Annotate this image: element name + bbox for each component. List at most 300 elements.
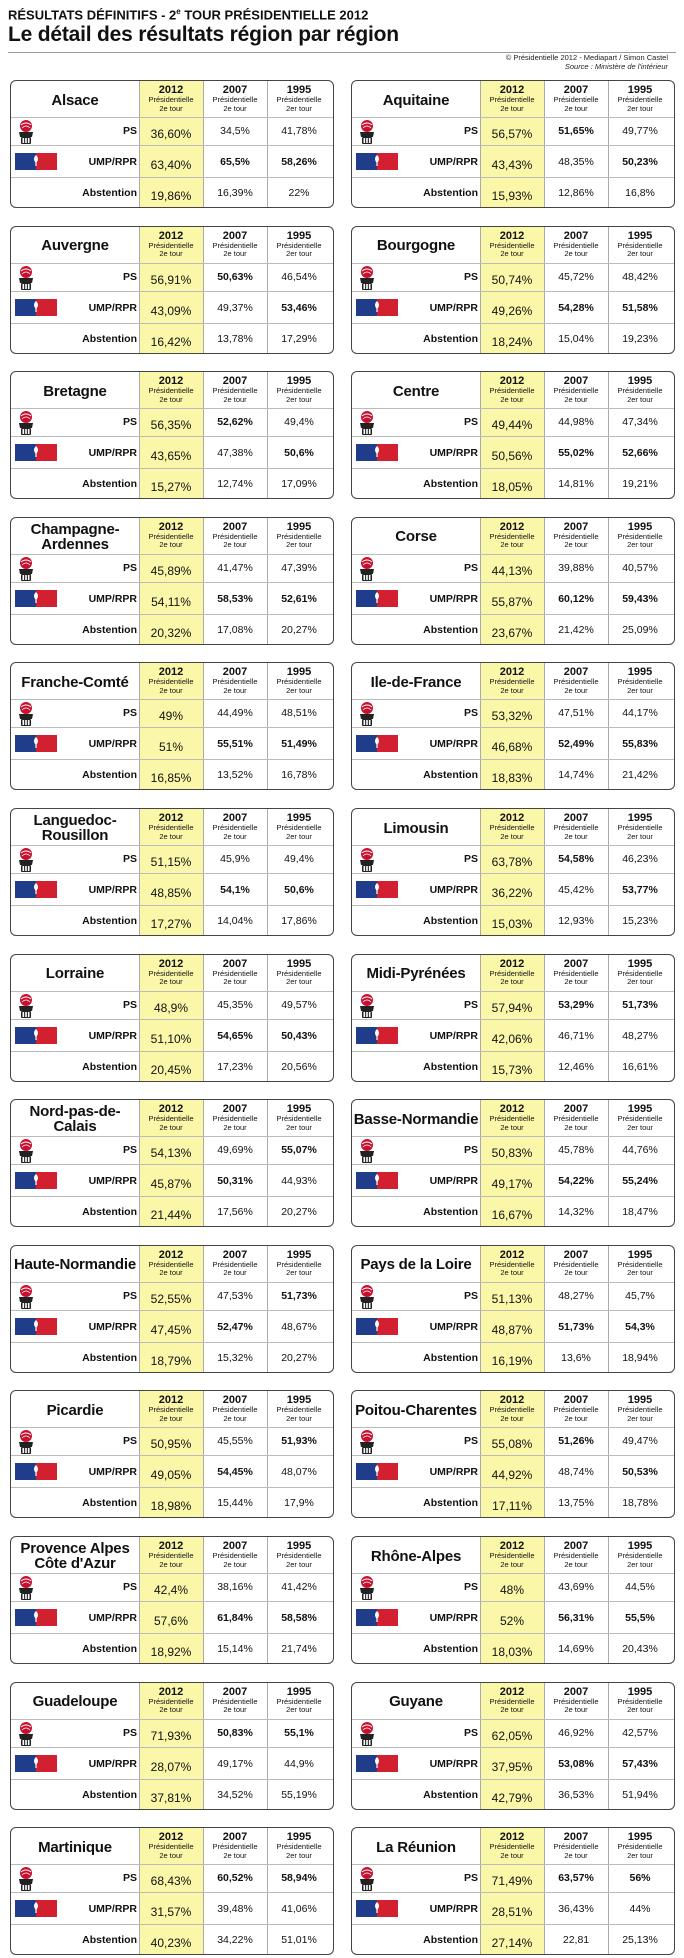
column-subtitle: Présidentielle: [148, 823, 194, 832]
value-ps-2012: 48,9%: [153, 1000, 189, 1015]
row-divider: [11, 117, 333, 118]
column-subtitle: Présidentielle: [212, 1551, 258, 1560]
ump-logo-icon: [15, 299, 57, 316]
value-abstention-2007: 14,69%: [558, 1643, 594, 1655]
column-subtitle: Présidentielle: [148, 968, 194, 978]
value-abstention-2012: 15,27%: [150, 480, 192, 495]
column-subtitle: Présidentielle: [489, 1551, 535, 1560]
row-label-ps: PS: [463, 1144, 478, 1157]
row-label-abstention: Abstention: [423, 1351, 478, 1364]
column-round: 2er tour: [286, 685, 312, 695]
column-year: 1995: [286, 812, 312, 824]
value-abstention-1995: 16,8%: [625, 187, 655, 199]
row-label-ps: PS: [122, 125, 137, 137]
region-name: Midi-Pyrénées: [366, 965, 466, 983]
column-round: 2e tour: [159, 1122, 183, 1132]
row-divider: [352, 1427, 674, 1428]
column-subtitle: Présidentielle: [553, 1114, 599, 1124]
column-year: 2012: [499, 520, 525, 533]
ump-logo-icon: [15, 735, 57, 752]
column-round: 2e tour: [159, 249, 183, 259]
value-ump-2012: 47,45%: [150, 1322, 192, 1337]
column-subtitle: Présidentielle: [489, 386, 535, 396]
value-ump-2007: 36,43%: [558, 1903, 594, 1916]
row-label-ump: UMP/RPR: [429, 592, 478, 605]
ump-logo-icon: [15, 1609, 57, 1626]
value-ps-1995: 46,54%: [281, 270, 317, 283]
value-abstention-2007: 21,42%: [558, 623, 594, 636]
value-ump-1995: 53,46%: [281, 301, 317, 314]
value-ps-1995: 45,7%: [625, 1289, 655, 1302]
value-abstention-1995: 17,86%: [281, 915, 317, 927]
column-round: 2e tour: [564, 1268, 588, 1278]
row-label-ump: UMP/RPR: [88, 447, 137, 460]
region-table: [352, 955, 674, 1081]
region-table: [11, 81, 333, 207]
value-ps-1995: 44,76%: [622, 1144, 658, 1157]
column-round: 2e tour: [159, 1413, 183, 1423]
column-subtitle: Présidentielle: [276, 677, 322, 687]
kicker: RÉSULTATS DÉFINITIFS - 2e TOUR PRÉSIDENTIELLE 2012: [8, 7, 369, 23]
value-abstention-1995: 16,78%: [281, 769, 317, 782]
column-year: 2012: [499, 666, 525, 679]
column-year: 2007: [222, 375, 248, 388]
row-divider: [11, 1633, 333, 1634]
column-year: 2007: [563, 229, 589, 242]
row-divider: [352, 1342, 674, 1343]
region-card: [10, 1827, 334, 1955]
row-label-abstention: Abstention: [82, 915, 137, 927]
value-abstention-2012: 15,73%: [491, 1062, 533, 1077]
value-ump-2012: 42,06%: [491, 1031, 533, 1046]
row-label-abstention: Abstention: [423, 1788, 478, 1801]
row-divider: [352, 117, 674, 118]
column-round: 2e tour: [564, 831, 588, 841]
region-card: [10, 1099, 334, 1227]
value-ump-2007: 48,35%: [558, 156, 594, 168]
value-ump-2007: 46,71%: [558, 1029, 594, 1042]
value-abstention-2012: 15,03%: [491, 917, 533, 931]
value-ump-2007: 49,37%: [217, 301, 253, 314]
column-round: 2e tour: [223, 977, 247, 987]
row-label-ps: PS: [463, 1289, 478, 1302]
column-round: 2e tour: [564, 1413, 588, 1423]
region-table: [11, 1828, 333, 1954]
region-table: [352, 1828, 674, 1954]
column-round: 2er tour: [627, 685, 653, 695]
region-table: [352, 81, 674, 207]
value-abstention-2012: 16,67%: [491, 1208, 533, 1223]
value-ump-2007: 60,12%: [558, 592, 594, 605]
column-round: 2er tour: [286, 394, 312, 404]
value-ump-2007: 52,49%: [558, 738, 594, 751]
row-label-abstention: Abstention: [82, 623, 137, 636]
region-card: [10, 517, 334, 645]
row-divider: [352, 759, 674, 760]
value-abstention-1995: 19,21%: [622, 478, 658, 491]
row-label-abstention: Abstention: [423, 332, 478, 345]
value-ps-2007: 43,69%: [558, 1581, 594, 1593]
region-name: Poitou-Charentes: [355, 1401, 477, 1419]
value-ump-1995: 44,93%: [281, 1175, 317, 1188]
region-table: [11, 227, 333, 353]
column-subtitle: Présidentielle: [212, 968, 258, 978]
row-divider: [11, 436, 333, 437]
value-abstention-1995: 25,13%: [622, 1934, 658, 1947]
value-ump-2012: 31,57%: [150, 1905, 192, 1920]
column-year: 1995: [286, 84, 312, 96]
region-card: [10, 954, 334, 1082]
column-header-2012: [139, 230, 203, 259]
column-round: 2er tour: [286, 1413, 312, 1423]
row-label-ump: UMP/RPR: [88, 1175, 137, 1188]
value-ps-2012: 68,43%: [150, 1874, 192, 1889]
column-header-2012: [139, 1103, 203, 1132]
ps-rose-icon: [356, 119, 378, 145]
region-card: [351, 371, 675, 499]
region-name: Limousin: [383, 819, 449, 837]
region-card: [10, 1245, 334, 1373]
value-abstention-2007: 13,52%: [217, 769, 253, 782]
column-year: 2012: [158, 229, 184, 242]
column-round: 2e tour: [500, 1850, 524, 1860]
column-round: 2e tour: [564, 249, 588, 259]
row-label-ps: PS: [122, 707, 137, 720]
value-abstention-1995: 17,9%: [284, 1497, 314, 1510]
region-name: Franche-Comté: [21, 673, 129, 691]
column-round: 2e tour: [500, 685, 524, 695]
row-label-ump: UMP/RPR: [88, 1466, 137, 1479]
column-year: 1995: [627, 84, 653, 96]
column-subtitle: Présidentielle: [148, 1842, 194, 1852]
column-year: 1995: [627, 1831, 653, 1844]
row-divider: [11, 263, 333, 264]
column-year: 2012: [499, 1248, 525, 1261]
row-label-abstention: Abstention: [423, 623, 478, 636]
value-ps-2012: 50,95%: [150, 1437, 192, 1452]
value-ps-2012: 56,57%: [491, 127, 533, 141]
region-card: [351, 1099, 675, 1227]
column-year: 2012: [499, 812, 525, 824]
value-abstention-2012: 18,05%: [491, 480, 533, 495]
value-ps-1995: 49,4%: [284, 853, 314, 865]
value-ump-2012: 57,6%: [153, 1614, 189, 1628]
value-ps-1995: 40,57%: [622, 561, 658, 574]
region-table: [11, 663, 333, 789]
column-year: 1995: [627, 229, 653, 242]
region-card: [351, 1390, 675, 1518]
row-label-ump: UMP/RPR: [429, 1903, 478, 1916]
column-header-2007: [203, 1540, 267, 1569]
row-divider: [11, 1164, 333, 1165]
column-year: 2007: [222, 1394, 248, 1407]
column-subtitle: Présidentielle: [553, 1405, 599, 1415]
value-ump-2007: 61,84%: [217, 1612, 253, 1624]
value-ps-2007: 45,78%: [558, 1144, 594, 1157]
ps-rose-icon: [15, 1721, 37, 1747]
column-year: 2012: [158, 666, 184, 679]
value-ps-2007: 45,9%: [220, 853, 250, 865]
region-table: [11, 518, 333, 644]
ump-logo-icon: [356, 1900, 398, 1917]
value-ump-2012: 28,07%: [150, 1759, 192, 1774]
column-subtitle: Présidentielle: [276, 823, 322, 832]
column-header-2012: [139, 521, 203, 550]
source-line: Source : Ministère de l'intérieur: [564, 62, 668, 71]
region-table: [352, 372, 674, 498]
row-label-ump: UMP/RPR: [429, 884, 478, 896]
value-ps-2007: 45,72%: [558, 270, 594, 283]
column-year: 2012: [499, 1831, 525, 1844]
column-header-1995: [267, 666, 331, 695]
row-label-ump: UMP/RPR: [88, 592, 137, 605]
region-table: [11, 809, 333, 935]
column-year: 2012: [158, 84, 184, 96]
column-subtitle: Présidentielle: [148, 1696, 194, 1706]
region-table: [352, 227, 674, 353]
column-round: 2er tour: [286, 1268, 312, 1278]
row-divider: [11, 1864, 333, 1865]
value-ps-2012: 63,78%: [491, 855, 533, 869]
region-name: Champagne-Ardennes: [30, 520, 120, 553]
value-ump-1995: 53,77%: [622, 884, 658, 896]
ump-logo-icon: [15, 881, 57, 898]
row-divider: [352, 1633, 674, 1634]
value-ump-2012: 43,43%: [491, 158, 533, 172]
value-ump-2012: 46,68%: [491, 740, 533, 755]
column-subtitle: Présidentielle: [148, 531, 194, 541]
row-divider: [352, 1455, 674, 1456]
value-ump-2012: 49,17%: [491, 1177, 533, 1192]
region-table: [11, 955, 333, 1081]
column-round: 2e tour: [223, 540, 247, 550]
value-abstention-2012: 20,32%: [150, 625, 192, 640]
column-year: 2007: [563, 1394, 589, 1407]
value-abstention-2012: 21,44%: [150, 1208, 192, 1223]
column-year: 2007: [563, 666, 589, 679]
column-round: 2e tour: [500, 1705, 524, 1715]
column-subtitle: Présidentielle: [489, 240, 535, 250]
column-header-1995: [608, 84, 672, 113]
row-divider: [352, 1779, 674, 1780]
value-ump-2007: 39,48%: [217, 1903, 253, 1916]
column-year: 1995: [286, 1103, 312, 1116]
column-year: 1995: [627, 1685, 653, 1698]
value-ump-2012: 48,85%: [150, 886, 192, 900]
ps-rose-icon: [15, 847, 37, 873]
region-name: Basse-Normandie: [353, 1110, 479, 1128]
value-abstention-2012: 17,27%: [150, 917, 192, 931]
row-label-ps: PS: [463, 1435, 478, 1448]
column-year: 2012: [158, 1103, 184, 1116]
column-round: 2e tour: [564, 977, 588, 987]
column-subtitle: Présidentielle: [148, 1405, 194, 1415]
row-label-ump: UMP/RPR: [429, 738, 478, 751]
region-card: [351, 1827, 675, 1955]
value-abstention-2007: 15,04%: [558, 332, 594, 345]
value-ump-1995: 52,66%: [622, 447, 658, 460]
value-ump-2012: 37,95%: [491, 1759, 533, 1774]
ps-rose-icon: [15, 1575, 37, 1601]
column-year: 2007: [563, 1103, 589, 1116]
row-divider: [352, 436, 674, 437]
value-ump-1995: 50,43%: [281, 1029, 317, 1042]
column-subtitle: Présidentielle: [276, 1405, 322, 1415]
ps-rose-icon: [356, 1284, 378, 1310]
column-subtitle: Présidentielle: [617, 1842, 663, 1852]
column-round: 2e tour: [564, 1850, 588, 1860]
value-ump-2007: 54,28%: [558, 301, 594, 314]
column-round: 2e tour: [223, 1413, 247, 1423]
column-subtitle: Présidentielle: [212, 1259, 258, 1269]
column-subtitle: Présidentielle: [212, 386, 258, 396]
value-ump-2007: 49,17%: [217, 1757, 253, 1770]
value-ps-2007: 44,49%: [217, 707, 253, 720]
column-header-1995: [608, 521, 672, 550]
value-abstention-2007: 12,86%: [558, 187, 594, 199]
column-subtitle: Présidentielle: [617, 95, 663, 104]
column-subtitle: Présidentielle: [489, 1405, 535, 1415]
column-subtitle: Présidentielle: [148, 677, 194, 687]
region-table: [352, 809, 674, 935]
row-divider: [352, 1487, 674, 1488]
column-subtitle: Présidentielle: [617, 240, 663, 250]
row-label-ps: PS: [463, 998, 478, 1011]
region-name: Guyane: [389, 1693, 443, 1711]
column-round: 2e tour: [223, 1850, 247, 1860]
ps-rose-icon: [15, 1429, 37, 1455]
column-subtitle: Présidentielle: [276, 1842, 322, 1852]
value-ps-2012: 54,13%: [150, 1146, 192, 1161]
ump-logo-icon: [356, 590, 398, 607]
row-divider: [11, 991, 333, 992]
row-divider: [352, 699, 674, 700]
column-header-2007: [203, 521, 267, 550]
column-year: 2012: [158, 1540, 184, 1552]
column-year: 2007: [563, 1831, 589, 1844]
column-round: 2e tour: [564, 1559, 588, 1569]
region-table: [11, 1391, 333, 1517]
value-ps-1995: 56%: [629, 1872, 651, 1885]
value-abstention-2007: 15,44%: [217, 1497, 253, 1510]
region-name: Bourgogne: [376, 237, 456, 255]
row-divider: [352, 1051, 674, 1052]
value-ps-1995: 44,17%: [622, 707, 658, 720]
column-header-1995: [608, 958, 672, 987]
value-abstention-2012: 27,14%: [491, 1936, 533, 1951]
region-card: [351, 1245, 675, 1373]
value-ps-1995: 51,93%: [281, 1435, 317, 1448]
column-year: 2007: [222, 1248, 248, 1261]
column-round: 2er tour: [286, 540, 312, 550]
ump-logo-icon: [356, 1463, 398, 1480]
region-name: Martinique: [38, 1838, 112, 1856]
value-ump-2012: 51,10%: [150, 1031, 192, 1046]
row-label-ump: UMP/RPR: [429, 447, 478, 460]
column-subtitle: Présidentielle: [212, 823, 258, 832]
row-label-ps: PS: [122, 1581, 137, 1593]
row-divider: [352, 1747, 674, 1748]
value-abstention-2012: 23,67%: [491, 625, 533, 640]
column-header-1995: [267, 812, 331, 841]
column-header-2012: [480, 812, 544, 841]
column-year: 1995: [286, 520, 312, 533]
value-ps-2012: 49,44%: [491, 418, 533, 433]
region-card: [10, 1682, 334, 1810]
value-ump-2012: 55,87%: [491, 594, 533, 609]
column-header-1995: [608, 666, 672, 695]
region-name: Alsace: [51, 91, 99, 109]
column-header-1995: [267, 230, 331, 259]
column-header-2012: [480, 1540, 544, 1569]
ps-rose-icon: [356, 1138, 378, 1164]
value-ump-1995: 44%: [629, 1903, 651, 1916]
column-round: 2e tour: [159, 977, 183, 987]
value-ump-2007: 55,02%: [558, 447, 594, 460]
column-round: 2er tour: [286, 1705, 312, 1715]
row-label-ps: PS: [463, 270, 478, 283]
value-ump-1995: 55,24%: [622, 1175, 658, 1188]
column-round: 2e tour: [564, 1705, 588, 1715]
value-ps-2007: 38,16%: [217, 1581, 253, 1593]
ump-logo-icon: [356, 735, 398, 752]
row-divider: [11, 582, 333, 583]
column-round: 2er tour: [627, 394, 653, 404]
ps-rose-icon: [356, 993, 378, 1019]
value-abstention-1995: 55,19%: [281, 1788, 317, 1801]
value-ps-2007: 53,29%: [558, 998, 594, 1011]
row-divider: [352, 291, 674, 292]
column-round: 2er tour: [627, 1122, 653, 1132]
region-table: [352, 518, 674, 644]
column-year: 1995: [627, 666, 653, 679]
column-header-2012: [139, 1394, 203, 1423]
column-round: 2e tour: [223, 1268, 247, 1278]
row-label-ump: UMP/RPR: [88, 301, 137, 314]
ps-rose-icon: [15, 119, 37, 145]
column-round: 2e tour: [159, 103, 183, 113]
column-header-2007: [544, 666, 608, 695]
row-label-abstention: Abstention: [423, 1060, 478, 1073]
row-divider: [352, 1136, 674, 1137]
value-abstention-2007: 34,52%: [217, 1788, 253, 1801]
value-abstention-2007: 22,81: [562, 1934, 590, 1947]
region-table: [352, 1100, 674, 1226]
value-ps-2012: 48%: [499, 1583, 525, 1597]
column-header-2012: [139, 958, 203, 987]
column-year: 1995: [286, 1540, 312, 1552]
column-year: 1995: [286, 1831, 312, 1844]
row-label-ps: PS: [122, 1726, 137, 1739]
row-divider: [352, 468, 674, 469]
row-divider: [11, 614, 333, 615]
value-ump-2012: 36,22%: [491, 886, 533, 900]
ump-logo-icon: [15, 590, 57, 607]
value-ump-2012: 48,87%: [491, 1322, 533, 1337]
value-abstention-2012: 15,93%: [491, 189, 533, 203]
column-header-2007: [203, 1394, 267, 1423]
row-label-abstention: Abstention: [82, 1643, 137, 1655]
row-divider: [11, 408, 333, 409]
value-abstention-1995: 18,94%: [622, 1351, 658, 1364]
column-subtitle: Présidentielle: [553, 240, 599, 250]
column-round: 2er tour: [286, 977, 312, 987]
value-ump-2012: 44,92%: [491, 1468, 533, 1483]
region-name: Languedoc-Rousillon: [33, 812, 117, 844]
column-header-1995: [608, 1540, 672, 1569]
value-ps-2007: 47,51%: [558, 707, 594, 720]
value-ps-1995: 41,42%: [281, 1581, 317, 1593]
